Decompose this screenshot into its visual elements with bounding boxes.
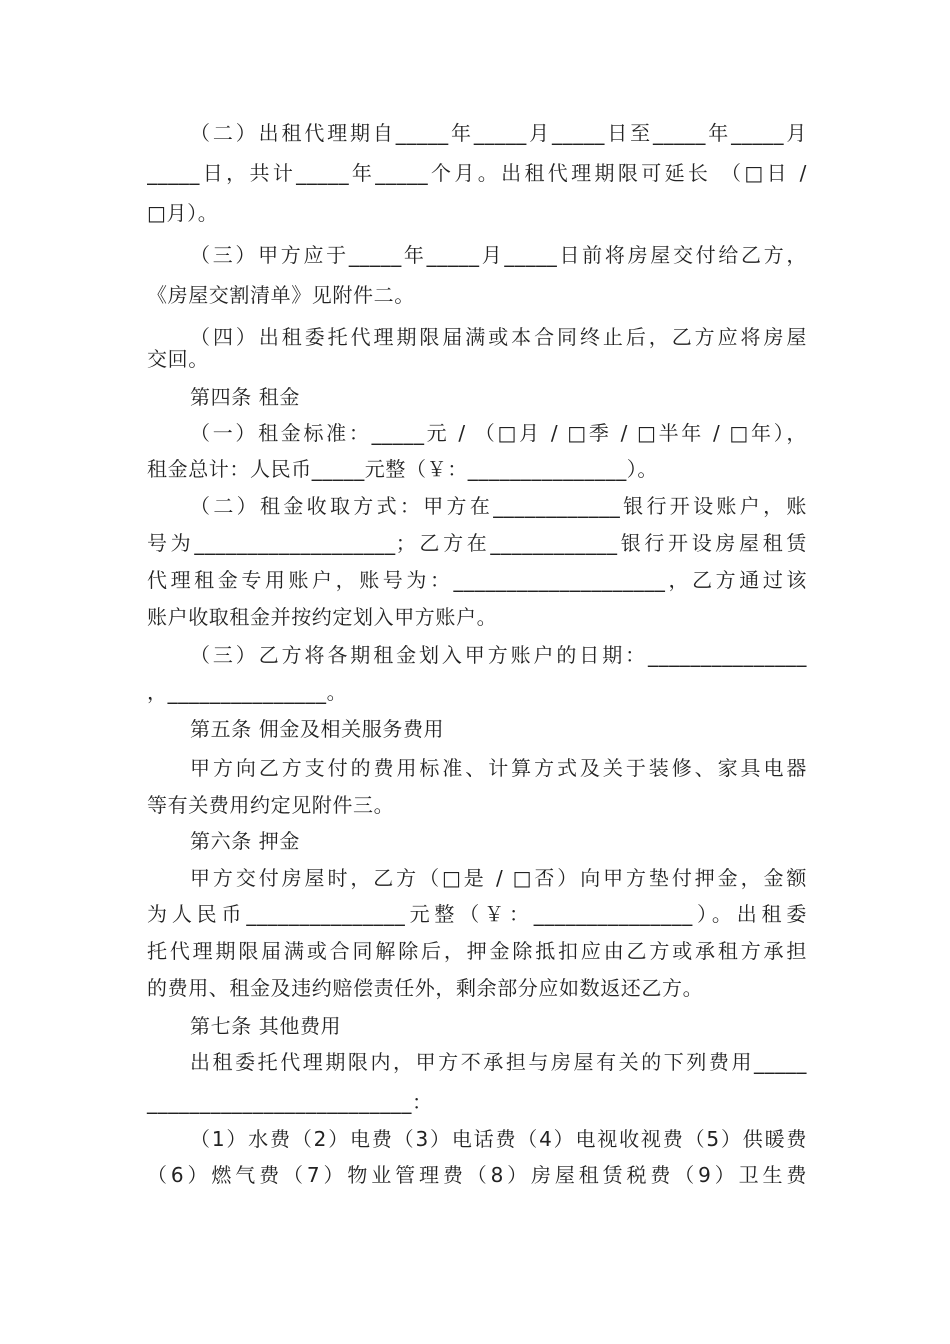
paragraph-line-10: 租金总计：人民币_____元整（￥：_______________）。 [147, 457, 658, 481]
paragraph-line-21: 甲方交付房屋时，乙方（□是 / □否）向甲方垫付押金，金额 [190, 866, 807, 890]
section-heading-deposit: 第六条 押金 [190, 829, 300, 853]
section-heading-rent: 第四条 租金 [190, 385, 300, 409]
paragraph-line-05: 《房屋交割清单》见附件二。 [147, 283, 415, 307]
paragraph-line-03: □月）。 [147, 201, 219, 225]
paragraph-line-26: 出租委托代理期限内，甲方不承担与房屋有关的下列费用_____ [190, 1050, 807, 1074]
paragraph-line-07: 交回。 [147, 347, 209, 371]
paragraph-line-24: 的费用、租金及违约赔偿责任外，剩余部分应如数返还乙方。 [147, 976, 704, 1000]
fee-list-line-1: （1）水费（2）电费（3）电话费（4）电视收视费（5）供暖费 [190, 1127, 807, 1151]
section-heading-other-fees: 第七条 其他费用 [190, 1014, 342, 1038]
paragraph-line-23: 托代理期限届满或合同解除后，押金除抵扣应由乙方或承租方承担 [147, 939, 807, 963]
paragraph-line-12: 号为___________________；乙方在____________银行开设房屋租赁 [147, 531, 807, 555]
section-heading-commission: 第五条 佣金及相关服务费用 [190, 717, 445, 741]
paragraph-line-16: ，_______________。 [147, 680, 348, 704]
paragraph-line-06: （四）出租委托代理期限届满或本合同终止后，乙方应将房屋 [190, 325, 807, 349]
paragraph-line-04: （三）甲方应于_____年_____月_____日前将房屋交付给乙方， [190, 243, 807, 267]
paragraph-line-11: （二）租金收取方式：甲方在____________银行开设账户，账 [190, 494, 807, 518]
paragraph-line-19: 等有关费用约定见附件三。 [147, 793, 395, 817]
fee-list-line-2: （6）燃气费（7）物业管理费（8）房屋租赁税费（9）卫生费 [147, 1163, 807, 1187]
paragraph-line-15: （三）乙方将各期租金划入甲方账户的日期：_______________ [190, 643, 807, 667]
paragraph-line-18: 甲方向乙方支付的费用标准、计算方式及关于装修、家具电器 [190, 756, 807, 780]
paragraph-line-01: （二）出租代理期自_____年_____月_____日至_____年_____月 [190, 121, 807, 145]
paragraph-line-14: 账户收取租金并按约定划入甲方账户。 [147, 605, 498, 629]
paragraph-line-09: （一）租金标准：_____元 / （□月 / □季 / □半年 / □年）， [190, 421, 807, 445]
paragraph-line-02: _____日，共计_____年_____个月。出租代理期限可延长 （□日 / [147, 161, 807, 185]
paragraph-line-13: 代理租金专用账户，账号为：____________________，乙方通过该 [147, 568, 807, 592]
paragraph-line-27: _________________________： [147, 1090, 433, 1114]
paragraph-line-22: 为人民币_______________元整（￥：_______________）。出租委 [147, 902, 807, 926]
